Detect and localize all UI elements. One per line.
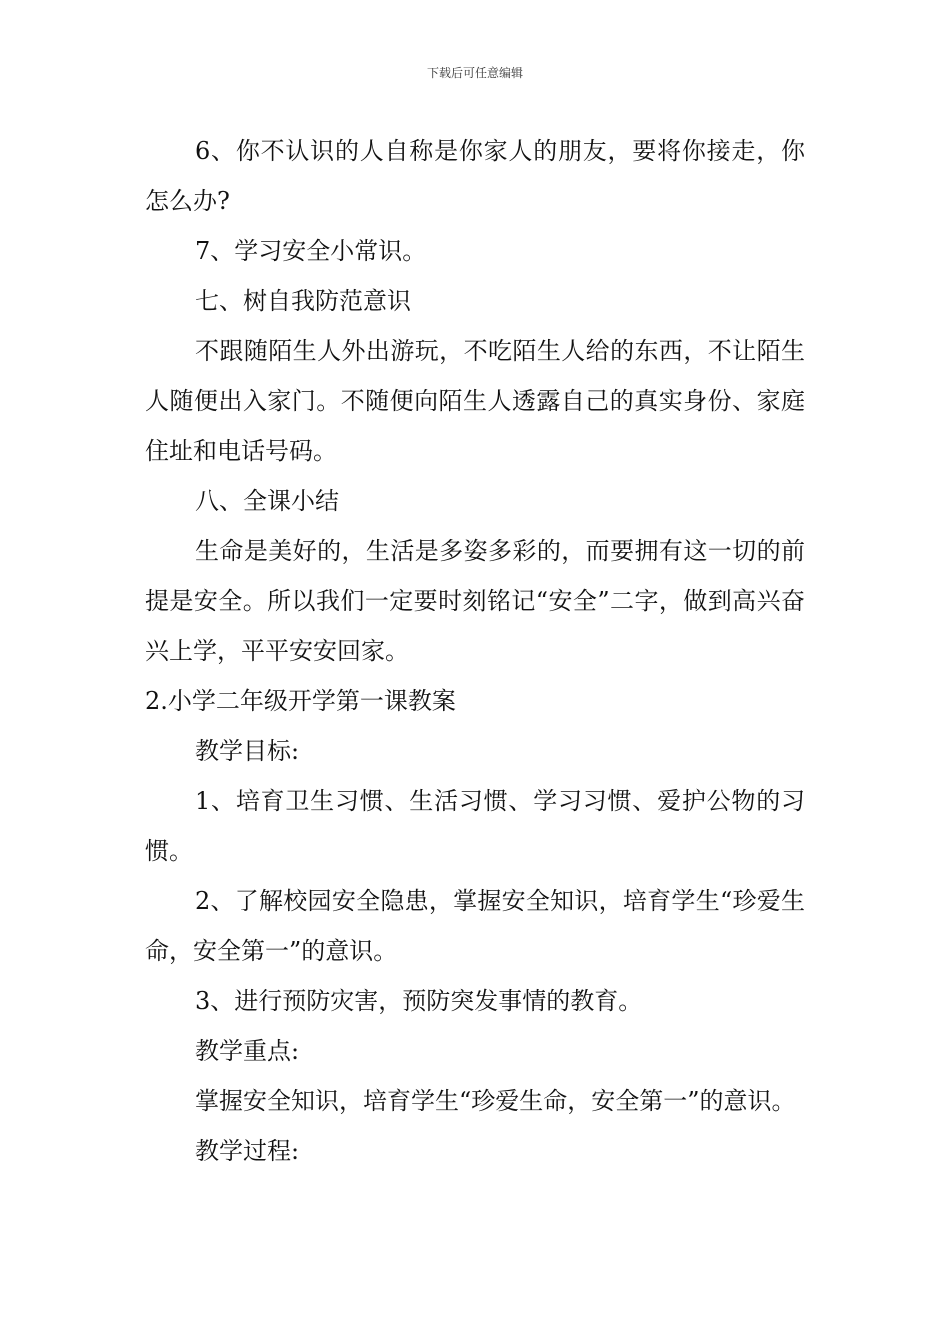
page-header-note: 下载后可任意编辑 [426,66,523,80]
paragraph-question-6: 6、你不认识的人自称是你家人的朋友，要将你接走，你怎么办? [145,137,805,215]
goal-item-1: 1、培育卫生习惯、生活习惯、学习习惯、爱护公物的习惯。 [145,787,805,865]
paragraph-summary: 生命是美好的，生活是多姿多彩的，而要拥有这一切的前提是安全。所以我们一定要时刻铭记“安全”二字，做到高兴奋兴上学，平平安安回家。 [145,537,805,665]
heading-teaching-process: 教学过程: [195,1137,300,1165]
heading-teaching-focus: 教学重点: [195,1037,300,1065]
document-body [145,126,805,1176]
paragraph-teaching-focus: 掌握安全知识，培育学生“珍爱生命，安全第一”的意识。 [195,1087,796,1115]
section-heading-8: 八、全课小结 [195,487,339,515]
goal-item-2: 2、了解校园安全隐患，掌握安全知识，培育学生“珍爱生命，安全第一”的意识。 [145,887,805,965]
paragraph-self-protection: 不跟随陌生人外出游玩，不吃陌生人给的东西，不让陌生人随便出入家门。不随便向陌生人透露自己的真实身份、家庭住址和电话号码。 [145,337,805,465]
goal-item-3: 3、进行预防灾害，预防突发事情的教育。 [195,987,643,1015]
section-heading-7: 七、树自我防范意识 [195,287,411,315]
lesson-plan-title: 2.小学二年级开学第一课教案 [145,687,456,715]
paragraph-item-7: 7、学习安全小常识。 [195,237,427,265]
heading-teaching-goals: 教学目标: [195,737,300,765]
